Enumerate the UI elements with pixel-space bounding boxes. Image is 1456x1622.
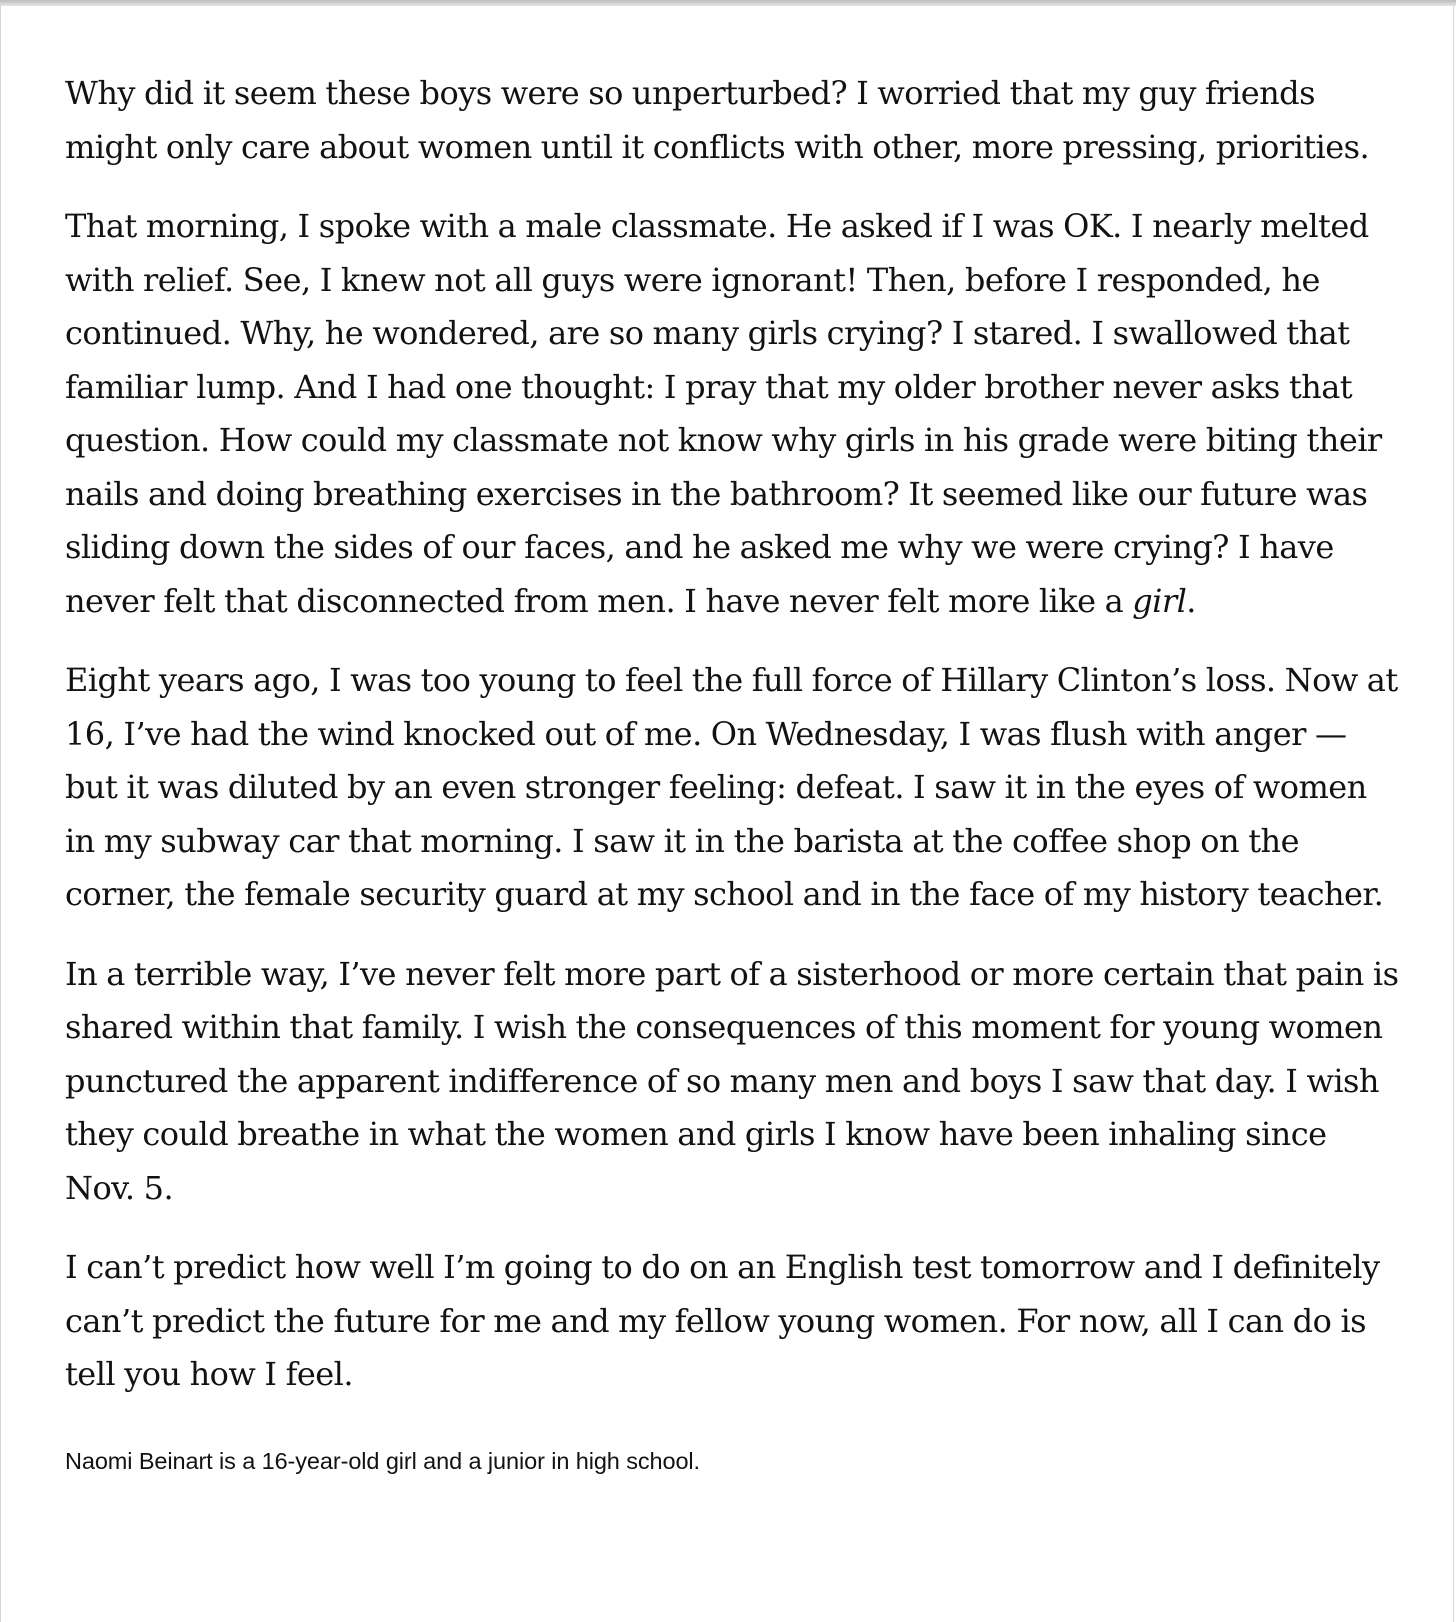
- paragraph-2-text: That morning, I spoke with a male classmate. He asked if I was OK. I nearly melted with relief. See, I knew not all guys were ignorant! Then, before I responded, he continued. Why, he wondered, are so many girls crying? I stared. I swallowed that familiar lump. And I had one thought: I pray that my older brother never asks that question. How could my classmate not know why girls in his grade were biting their nails and doing breathing exercises in the bathroom? It seemed like our future was sliding down the sides of our faces, and he asked me why we were crying? I have never felt that disconnected from men. I have never felt more like a: [65, 207, 1382, 620]
- paragraph-2: [65, 200, 1405, 628]
- paragraph-1: [65, 67, 1405, 174]
- paragraph-1-text: Why did it seem these boys were so unperturbed? I worried that my guy friends might only care about women until it conflicts with other, more pressing, priorities.: [65, 74, 1370, 166]
- paragraph-5: [65, 1241, 1405, 1402]
- author-bio: Naomi Beinart is a 16-year-old girl and a junior in high school.: [65, 1447, 700, 1474]
- paragraph-4: [65, 948, 1405, 1216]
- emphasized-word: girl: [1132, 581, 1187, 620]
- paragraph-4-text: In a terrible way, I’ve never felt more part of a sisterhood or more certain that pain is shared within that family. I wish the consequences of this moment for young women punctured the apparent indifference of so many men and boys I saw that day. I wish they could breathe in what the women and girls I know have been inhaling since Nov. 5.: [65, 954, 1399, 1207]
- article-body: [65, 67, 1405, 1476]
- paragraph-3: [65, 654, 1405, 922]
- paragraph-3-text: Eight years ago, I was too young to feel the full force of Hillary Clinton’s loss. Now at 16, I’ve had the wind knocked out of me. On Wednesday, I was flush with anger — but it was diluted by an even stronger feeling: defeat. I saw it in the eyes of women in my subway car that morning. I saw it in the barista at the coffee shop on the corner, the female security guard at my school and in the face of my history teacher.: [65, 661, 1398, 913]
- paragraph-2-period: .: [1186, 581, 1196, 620]
- paragraph-5-text: I can’t predict how well I’m going to do on an English test tomorrow and I definitely can’t predict the future for me and my fellow young women. For now, all I can do is tell you how I feel.: [65, 1248, 1380, 1393]
